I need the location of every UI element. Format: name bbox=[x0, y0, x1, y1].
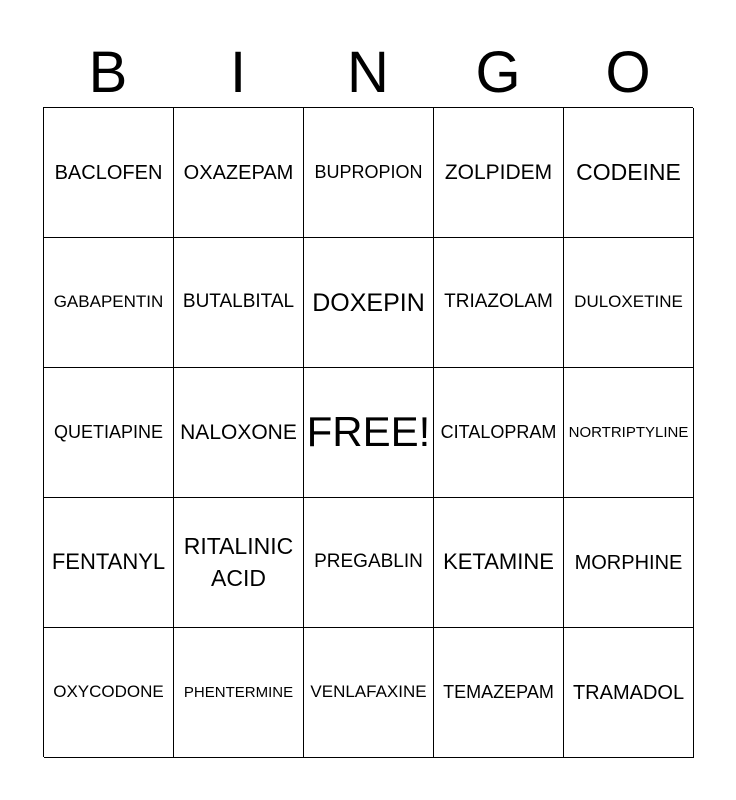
header-letter-b: B bbox=[88, 40, 128, 105]
bingo-cell[interactable]: MORPHINE bbox=[564, 498, 694, 628]
bingo-cell[interactable]: FENTANYL bbox=[44, 498, 174, 628]
bingo-cell[interactable]: OXYCODONE bbox=[44, 628, 174, 758]
bingo-cell[interactable]: KETAMINE bbox=[434, 498, 564, 628]
bingo-header bbox=[43, 40, 693, 106]
bingo-cell[interactable]: BACLOFEN bbox=[44, 108, 174, 238]
bingo-cell[interactable]: ZOLPIDEM bbox=[434, 108, 564, 238]
header-letter-o: O bbox=[605, 40, 651, 105]
bingo-cell[interactable]: QUETIAPINE bbox=[44, 368, 174, 498]
bingo-cell[interactable]: BUTALBITAL bbox=[174, 238, 304, 368]
header-letter-n: N bbox=[347, 40, 389, 105]
bingo-cell[interactable]: TEMAZEPAM bbox=[434, 628, 564, 758]
bingo-card-grid bbox=[43, 107, 693, 757]
header-letter-i: I bbox=[229, 40, 247, 105]
bingo-cell[interactable]: TRIAZOLAM bbox=[434, 238, 564, 368]
bingo-cell[interactable]: PREGABLIN bbox=[304, 498, 434, 628]
bingo-cell[interactable]: TRAMADOL bbox=[564, 628, 694, 758]
bingo-cell[interactable]: CODEINE bbox=[564, 108, 694, 238]
bingo-cell[interactable]: NORTRIPTYLINE bbox=[564, 368, 694, 498]
bingo-cell[interactable]: BUPROPION bbox=[304, 108, 434, 238]
bingo-cell[interactable]: CITALOPRAM bbox=[434, 368, 564, 498]
bingo-cell[interactable]: OXAZEPAM bbox=[174, 108, 304, 238]
bingo-cell[interactable]: GABAPENTIN bbox=[44, 238, 174, 368]
bingo-cell[interactable]: NALOXONE bbox=[174, 368, 304, 498]
bingo-cell[interactable]: DULOXETINE bbox=[564, 238, 694, 368]
header-letter-g: G bbox=[475, 40, 521, 105]
bingo-cell[interactable]: DOXEPIN bbox=[304, 238, 434, 368]
bingo-cell[interactable]: PHENTERMINE bbox=[174, 628, 304, 758]
free-space-cell[interactable]: FREE! bbox=[304, 368, 434, 498]
bingo-cell[interactable]: VENLAFAXINE bbox=[304, 628, 434, 758]
bingo-cell[interactable]: RITALINIC ACID bbox=[174, 498, 304, 628]
